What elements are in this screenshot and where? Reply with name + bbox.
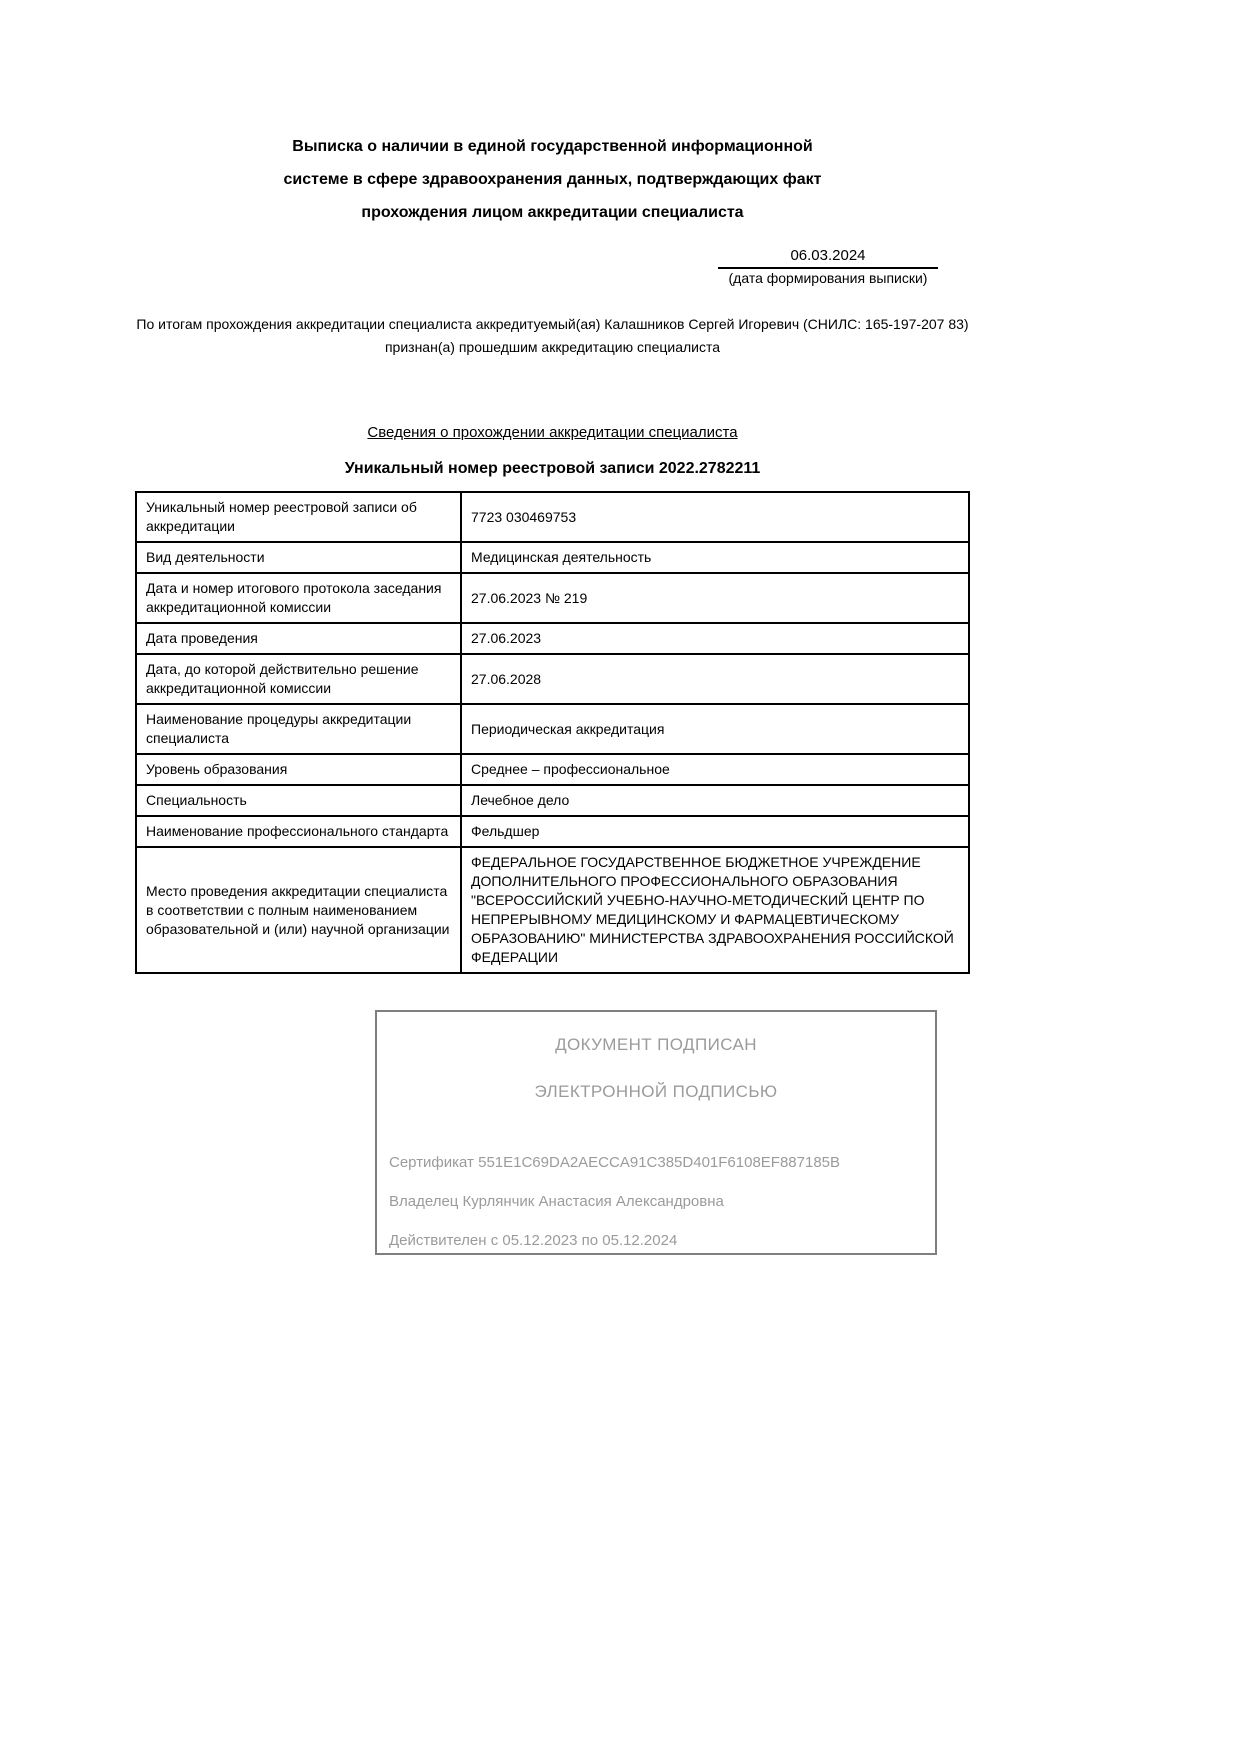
row-value-cell: ФЕДЕРАЛЬНОЕ ГОСУДАРСТВЕННОЕ БЮДЖЕТНОЕ УЧРЕЖДЕНИЕ ДОПОЛНИТЕЛЬНОГО ПРОФЕССИОНАЛЬНОГО ОБРАЗОВАНИЯ "ВСЕРОССИЙСКИЙ УЧЕБНО-НАУЧНО-МЕТОДИЧЕСКИЙ ЦЕНТР ПО НЕПРЕРЫВНОМУ МЕДИЦИНСКОМУ И ФАРМАЦЕВТИЧЕСКОМУ ОБРАЗОВАНИЮ" МИНИСТЕРСТВА ЗДРАВООХРАНЕНИЯ РОССИЙСКОЙ ФЕДЕРАЦИИ [461, 847, 969, 973]
table-row [136, 542, 969, 573]
signature-owner: Владелец Курлянчик Анастасия Александровна [389, 1193, 724, 1210]
row-value-cell: Лечебное дело [461, 785, 969, 816]
row-value-cell: 27.06.2023 № 219 [461, 573, 969, 623]
row-label-cell: Уровень образования [136, 754, 461, 785]
signature-certificate: Сертификат 551E1C69DA2AECCA91C385D401F6108EF887185B [389, 1154, 841, 1171]
signature-validity: Действителен с 05.12.2023 по 05.12.2024 [389, 1232, 678, 1249]
accreditation-table [135, 491, 970, 974]
row-value-cell: Фельдшер [461, 816, 969, 847]
row-label-cell: Место проведения аккредитации специалиста в соответствии с полным наименованием образовательной и (или) научной организации [136, 847, 461, 973]
extract-date-block [718, 247, 938, 287]
table-row [136, 785, 969, 816]
section-heading: Сведения о прохождении аккредитации специалиста [367, 424, 738, 441]
row-value-cell: Медицинская деятельность [461, 542, 969, 573]
table-row [136, 816, 969, 847]
row-label-cell: Специальность [136, 785, 461, 816]
row-label-cell: Дата и номер итогового протокола заседания аккредитационной комиссии [136, 573, 461, 623]
signature-title-line2: ЭЛЕКТРОННОЙ ПОДПИСЬЮ [534, 1082, 778, 1101]
table-row [136, 573, 969, 623]
row-label-cell: Дата проведения [136, 623, 461, 654]
row-value-cell: 7723 030469753 [461, 492, 969, 542]
row-value-cell: 27.06.2028 [461, 654, 969, 704]
document-title: Выписка о наличии в единой государственной информационной системе в сфере здравоохранения данных, подтверждающих факт прохождения лицом аккредитации специалиста [283, 138, 822, 221]
row-label-cell: Дата, до которой действительно решение аккредитационной комиссии [136, 654, 461, 704]
row-value-cell: Периодическая аккредитация [461, 704, 969, 754]
accreditation-table-body [136, 492, 969, 973]
table-row [136, 754, 969, 785]
document-content [135, 0, 970, 1255]
table-row [136, 847, 969, 973]
table-row [136, 492, 969, 542]
table-row [136, 623, 969, 654]
row-value-cell: 27.06.2023 [461, 623, 969, 654]
row-label-cell: Вид деятельности [136, 542, 461, 573]
signature-title-line1: ДОКУМЕНТ ПОДПИСАН [555, 1035, 757, 1054]
electronic-signature-stamp [375, 1010, 937, 1255]
extract-date: 06.03.2024 [718, 247, 938, 269]
extract-date-caption: (дата формирования выписки) [728, 270, 928, 286]
row-label-cell: Наименование профессионального стандарта [136, 816, 461, 847]
table-row [136, 704, 969, 754]
row-value-cell: Среднее – профессиональное [461, 754, 969, 785]
row-label-cell: Уникальный номер реестровой записи об аккредитации [136, 492, 461, 542]
table-row [136, 654, 969, 704]
registry-record-heading: Уникальный номер реестровой записи 2022.2782211 [344, 460, 761, 477]
accreditation-result-paragraph: По итогам прохождения аккредитации специалиста аккредитуемый(ая) Калашников Сергей Игоревич (СНИЛС: 165-197-207 83) признан(а) прошедшим аккредитацию специалиста [136, 316, 969, 355]
row-label-cell: Наименование процедуры аккредитации специалиста [136, 704, 461, 754]
